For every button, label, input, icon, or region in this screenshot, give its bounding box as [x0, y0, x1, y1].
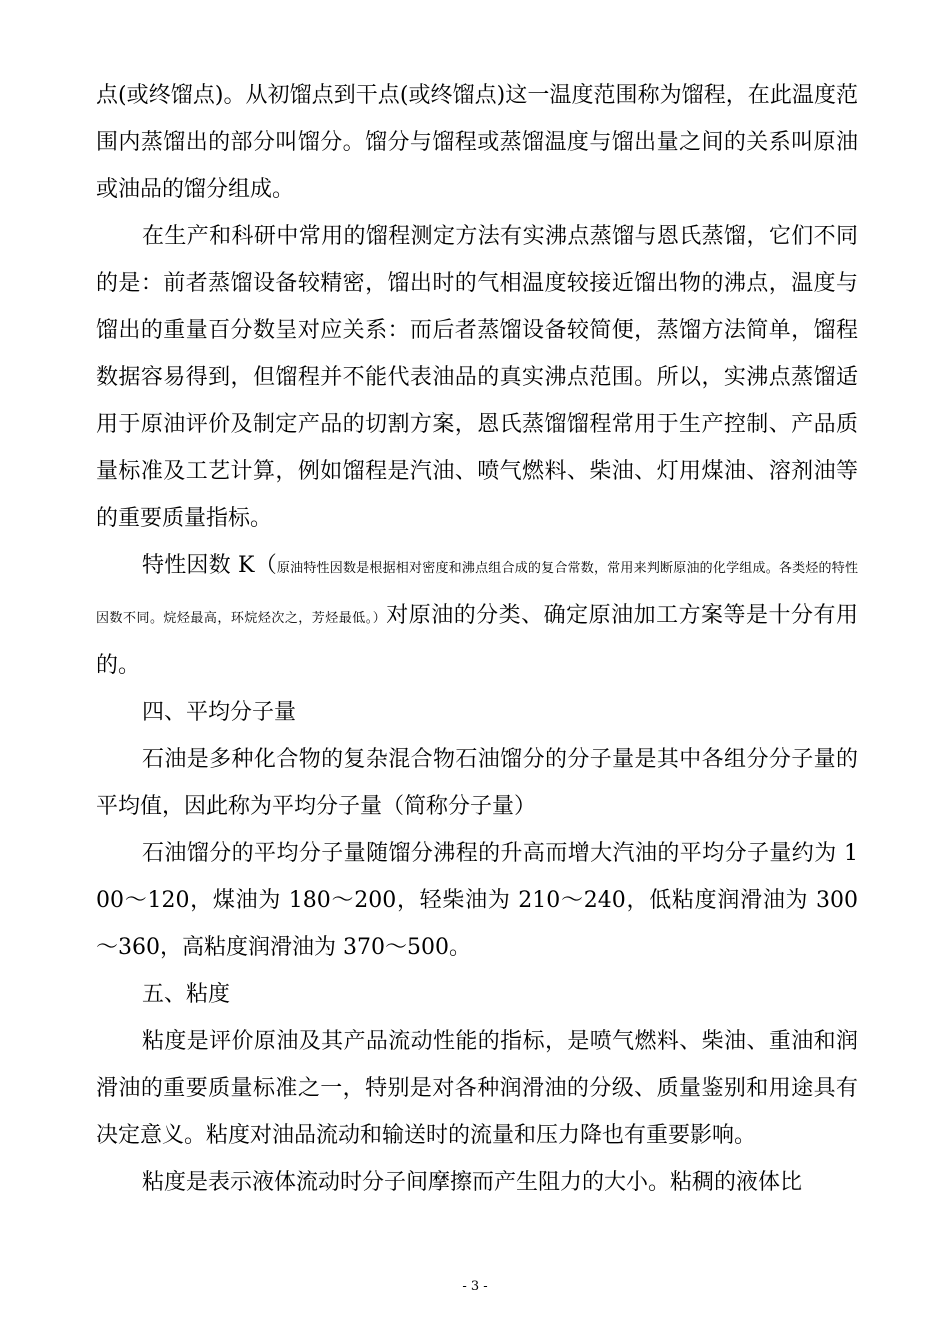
section-heading-viscosity: 五、粘度 — [142, 982, 231, 1007]
paragraph-viscosity-definition: 粘度是表示液体流动时分子间摩擦而产生阻力的大小。粘稠的液体比 — [142, 1170, 803, 1195]
paragraph-molecular-weight-values: 石油馏分的平均分子量随馏分沸程的升高而增大汽油的平均分子量约为 100～120，煤油为 180～200，轻柴油为 210～240，低粘度润滑油为 300～360，高粘度润滑油为 370～500。 — [96, 841, 858, 960]
characterization-factor-lead: 特性因数 K（ — [142, 553, 277, 578]
page-number: - 3 - — [462, 1279, 488, 1294]
paragraph-distillation-range: 点(或终馏点)。从初馏点到干点(或终馏点)这一温度范围称为馏程，在此温度范围内蒸馏出的部分叫馏分。馏分与馏程或蒸馏温度与馏出量之间的关系叫原油或油品的馏分组成。 — [96, 83, 858, 202]
paragraph-viscosity-importance: 粘度是评价原油及其产品流动性能的指标，是喷气燃料、柴油、重油和润滑油的重要质量标准之一，特别是对各种润滑油的分级、质量鉴别和用途具有决定意义。粘度对油品流动和输送时的流量和压力降也有重要影响。 — [96, 1029, 858, 1148]
characterization-factor-note: 原油特性因数是根据相对密度和沸点组合成的复合常数，常用来判断原油的化学组成。各类烃的特性因数不同。烷烃最高，环烷烃次之，芳烃最低。） — [96, 561, 858, 626]
paragraph-distillation-methods: 在生产和科研中常用的馏程测定方法有实沸点蒸馏与恩氏蒸馏，它们不同的是：前者蒸馏设备较精密，馏出时的气相温度较接近馏出物的沸点，温度与馏出的重量百分数呈对应关系：而后者蒸馏设备较简便，蒸馏方法简单，馏程数据容易得到，但馏程并不能代表油品的真实沸点范围。所以，实沸点蒸馏适用于原油评价及制定产品的切割方案，恩氏蒸馏馏程常用于生产控制、产品质量标准及工艺计算，例如馏程是汽油、喷气燃料、柴油、灯用煤油、溶剂油等的重要质量指标。 — [96, 224, 858, 531]
characterization-factor-tail: 对原油的分类、确定原油加工方案等是十分有用的。 — [96, 603, 858, 678]
section-heading-molecular-weight: 四、平均分子量 — [142, 700, 297, 725]
paragraph-characterization-factor — [96, 542, 858, 689]
document-page — [96, 72, 858, 1206]
paragraph-molecular-weight-definition: 石油是多种化合物的复杂混合物石油馏分的分子量是其中各组分分子量的平均值，因此称为平均分子量（简称分子量） — [96, 747, 858, 819]
